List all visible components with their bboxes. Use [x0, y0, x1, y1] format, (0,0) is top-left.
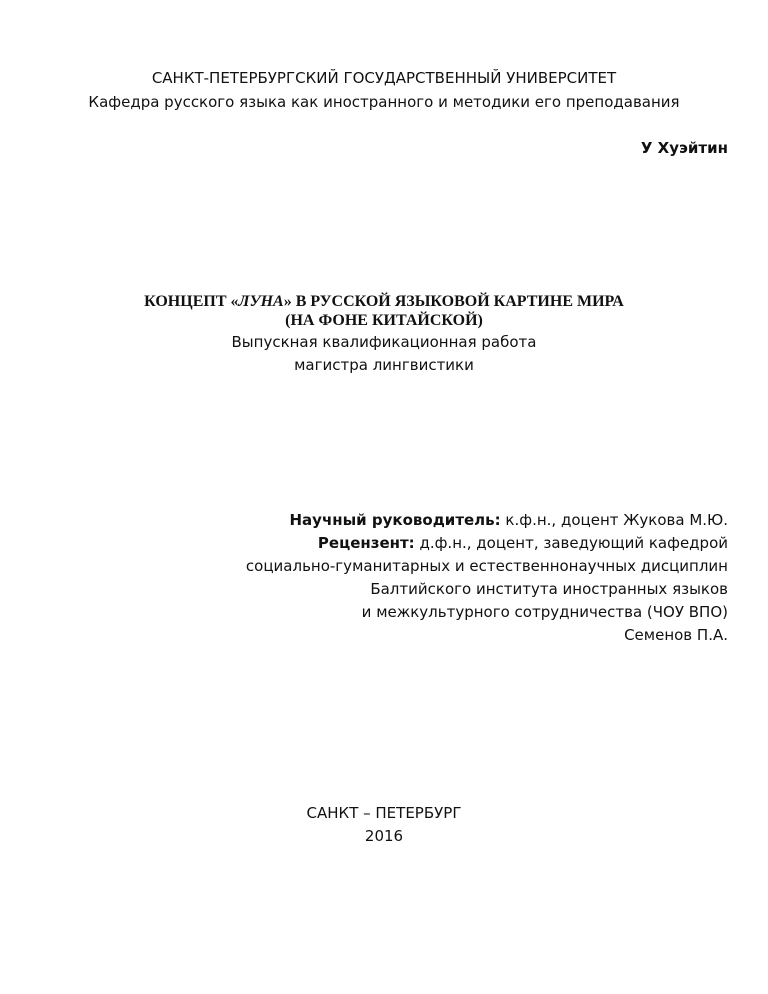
thesis-title-line1	[0, 292, 768, 311]
footer-city: САНКТ – ПЕТЕРБУРГ	[306, 804, 462, 822]
reviewer-line4: и межкультурного сотрудничества (ЧОУ ВПО)	[361, 603, 728, 621]
title-suffix: » В РУССКОЙ ЯЗЫКОВОЙ КАРТИНЕ МИРА	[283, 293, 624, 310]
title-italic-word: ЛУНА	[238, 293, 284, 310]
work-type-line2: магистра лингвистики	[294, 356, 474, 374]
supervisor-value: к.ф.н., доцент Жукова М.Ю.	[500, 511, 728, 529]
footer-year: 2016	[364, 827, 404, 845]
reviewer-line5: Семенов П.А.	[624, 626, 728, 644]
title-prefix: КОНЦЕПТ «	[144, 293, 239, 310]
department-name: Кафедра русского языка как иностранного и методики его преподавания	[88, 93, 680, 111]
reviewer-line3: Балтийского института иностранных языков	[370, 580, 728, 598]
reviewer-value: д.ф.н., доцент, заведующий кафедрой	[414, 534, 728, 552]
reviewer-line	[318, 532, 728, 554]
work-type-line1: Выпускная квалификационная работа	[231, 333, 537, 351]
supervisor-line	[289, 509, 728, 531]
supervisor-label: Научный руководитель:	[289, 511, 501, 529]
reviewer-line2: социально-гуманитарных и естественнонаучных дисциплин	[245, 557, 728, 575]
reviewer-label: Рецензент:	[317, 534, 415, 552]
author-name: У Хуэйтин	[640, 139, 728, 157]
university-name: САНКТ-ПЕТЕРБУРГСКИЙ ГОСУДАРСТВЕННЫЙ УНИВЕРСИТЕТ	[151, 69, 617, 87]
thesis-title-line2: (НА ФОНЕ КИТАЙСКОЙ)	[285, 312, 483, 329]
